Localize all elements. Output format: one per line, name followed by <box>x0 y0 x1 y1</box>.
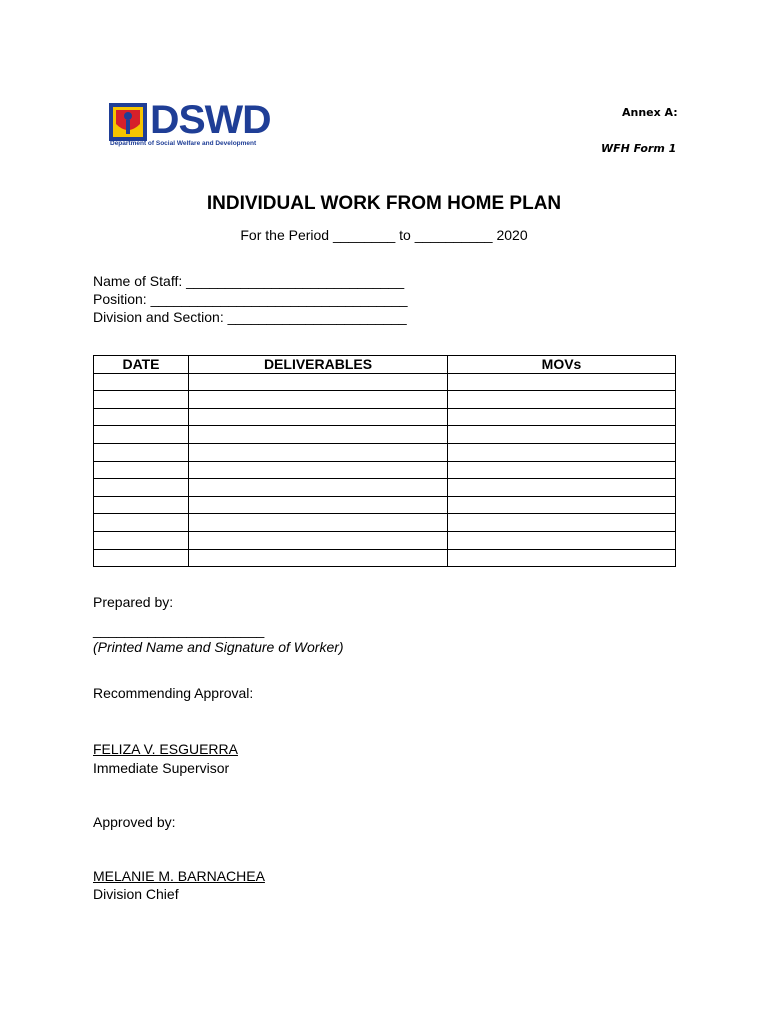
table-row <box>94 514 676 532</box>
page-title: INDIVIDUAL WORK FROM HOME PLAN <box>206 193 562 214</box>
date-cell[interactable] <box>94 514 189 532</box>
deliverables-cell[interactable] <box>189 549 448 567</box>
approved-by-label: Approved by: <box>93 814 176 830</box>
prepared-caption: (Printed Name and Signature of Worker) <box>93 639 344 655</box>
deliverables-cell[interactable] <box>189 373 448 391</box>
date-cell[interactable] <box>94 461 189 479</box>
logo-subtitle: Department of Social Welfare and Development <box>110 140 257 147</box>
deliverables-cell[interactable] <box>189 426 448 444</box>
name-of-staff-field: Name of Staff: ____________________________ <box>93 273 405 289</box>
date-cell[interactable] <box>94 496 189 514</box>
position-field: Position: _________________________________ <box>93 291 408 307</box>
deliverables-cell[interactable] <box>189 496 448 514</box>
table-header-row <box>94 356 676 374</box>
movs-cell[interactable] <box>448 443 676 461</box>
date-cell[interactable] <box>94 443 189 461</box>
prepared-by-label: Prepared by: <box>93 594 174 610</box>
prepared-signature-line: ______________________ <box>93 622 265 638</box>
date-cell[interactable] <box>94 479 189 497</box>
form-label: WFH Form 1 <box>601 142 677 155</box>
date-cell[interactable] <box>94 391 189 409</box>
dswd-emblem-icon <box>108 102 148 142</box>
date-cell[interactable] <box>94 426 189 444</box>
chief-title: Division Chief <box>93 886 179 902</box>
deliverables-cell[interactable] <box>189 514 448 532</box>
deliverables-cell[interactable] <box>189 391 448 409</box>
deliverables-cell[interactable] <box>189 408 448 426</box>
recommending-approval-label: Recommending Approval: <box>93 685 254 701</box>
annex-label: Annex A: <box>622 106 678 119</box>
dswd-logo <box>108 100 283 152</box>
table-row <box>94 408 676 426</box>
division-section-field: Division and Section: _______________________ <box>93 309 407 325</box>
period-line: For the Period ________ to __________ 2020 <box>240 227 528 243</box>
date-cell[interactable] <box>94 373 189 391</box>
column-header-movs: MOVs <box>448 356 676 374</box>
supervisor-title: Immediate Supervisor <box>93 760 230 776</box>
movs-cell[interactable] <box>448 408 676 426</box>
movs-cell[interactable] <box>448 426 676 444</box>
table-body <box>94 373 676 567</box>
deliverables-cell[interactable] <box>189 479 448 497</box>
movs-cell[interactable] <box>448 514 676 532</box>
column-header-deliverables: DELIVERABLES <box>189 356 448 374</box>
table-row <box>94 549 676 567</box>
movs-cell[interactable] <box>448 531 676 549</box>
table-row <box>94 531 676 549</box>
date-cell[interactable] <box>94 549 189 567</box>
table-row <box>94 461 676 479</box>
chief-name: MELANIE M. BARNACHEA <box>93 868 265 884</box>
movs-cell[interactable] <box>448 391 676 409</box>
movs-cell[interactable] <box>448 373 676 391</box>
movs-cell[interactable] <box>448 549 676 567</box>
supervisor-name: FELIZA V. ESGUERRA <box>93 741 238 757</box>
deliverables-cell[interactable] <box>189 531 448 549</box>
date-cell[interactable] <box>94 408 189 426</box>
table-row <box>94 496 676 514</box>
deliverables-cell[interactable] <box>189 443 448 461</box>
table-row <box>94 373 676 391</box>
table-row <box>94 391 676 409</box>
column-header-date: DATE <box>94 356 189 374</box>
date-cell[interactable] <box>94 531 189 549</box>
movs-cell[interactable] <box>448 496 676 514</box>
deliverables-cell[interactable] <box>189 461 448 479</box>
work-plan-table <box>93 355 676 567</box>
movs-cell[interactable] <box>448 479 676 497</box>
table-row <box>94 443 676 461</box>
table-row <box>94 479 676 497</box>
movs-cell[interactable] <box>448 461 676 479</box>
table-row <box>94 426 676 444</box>
logo-wordmark: DSWD <box>150 98 271 142</box>
